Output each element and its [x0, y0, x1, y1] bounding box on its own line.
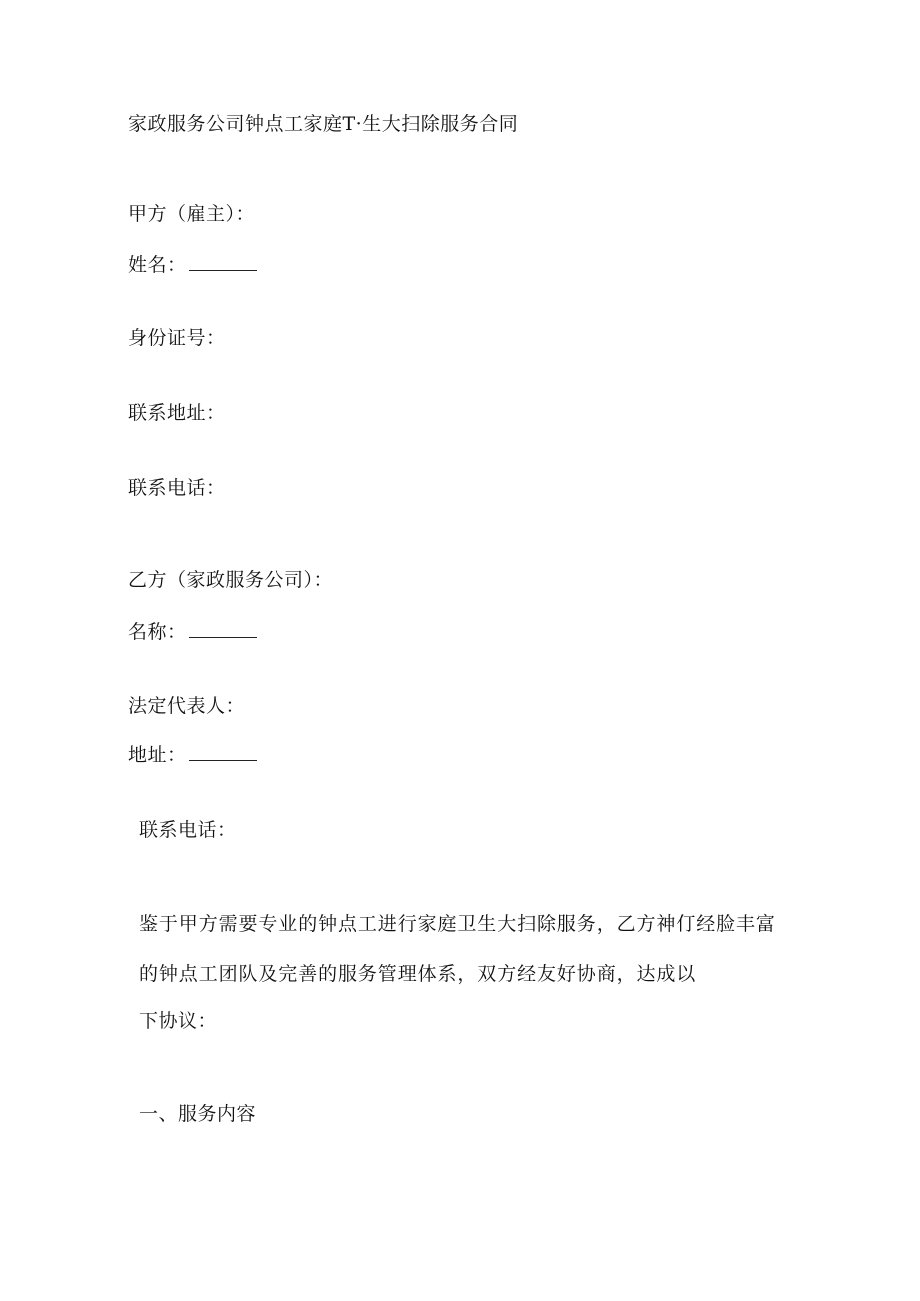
party-b-name-label: 名称： — [128, 621, 187, 643]
preamble-line-2: 的钟点工团队及完善的服务管理体系，双方经友好协商，达成以 — [139, 963, 697, 985]
party-a-heading: 甲方（雇主）： — [128, 203, 256, 225]
party-b-address-blank — [189, 742, 257, 761]
preamble-line-3: 下协议： — [139, 1010, 218, 1032]
party-a-phone-label: 联系电话： — [128, 477, 226, 499]
party-a-name-blank — [189, 252, 257, 271]
preamble-line-1: 鉴于甲方需要专业的钟点工进行家庭卫生大扫除服务，乙方神仃经脸丰富 — [139, 913, 776, 935]
party-b-name-blank — [189, 619, 257, 638]
party-b-phone-label: 联系电话： — [139, 819, 237, 841]
document-title: 家政服务公司钟点工家庭T·生大扫除服务合同 — [128, 113, 519, 135]
party-b-address-label: 地址： — [128, 744, 187, 766]
party-a-address-label: 联系地址： — [128, 402, 226, 424]
party-b-address-row — [128, 742, 257, 768]
party-a-name-label: 姓名： — [128, 254, 187, 276]
party-b-heading: 乙方（家政服务公司）： — [128, 569, 334, 591]
party-b-name-row — [128, 619, 257, 645]
party-a-name-row — [128, 252, 257, 278]
party-a-id-label: 身份证号： — [128, 327, 226, 349]
party-b-rep-label: 法定代表人： — [128, 695, 246, 717]
section-1-heading: 一、服务内容 — [139, 1103, 257, 1125]
